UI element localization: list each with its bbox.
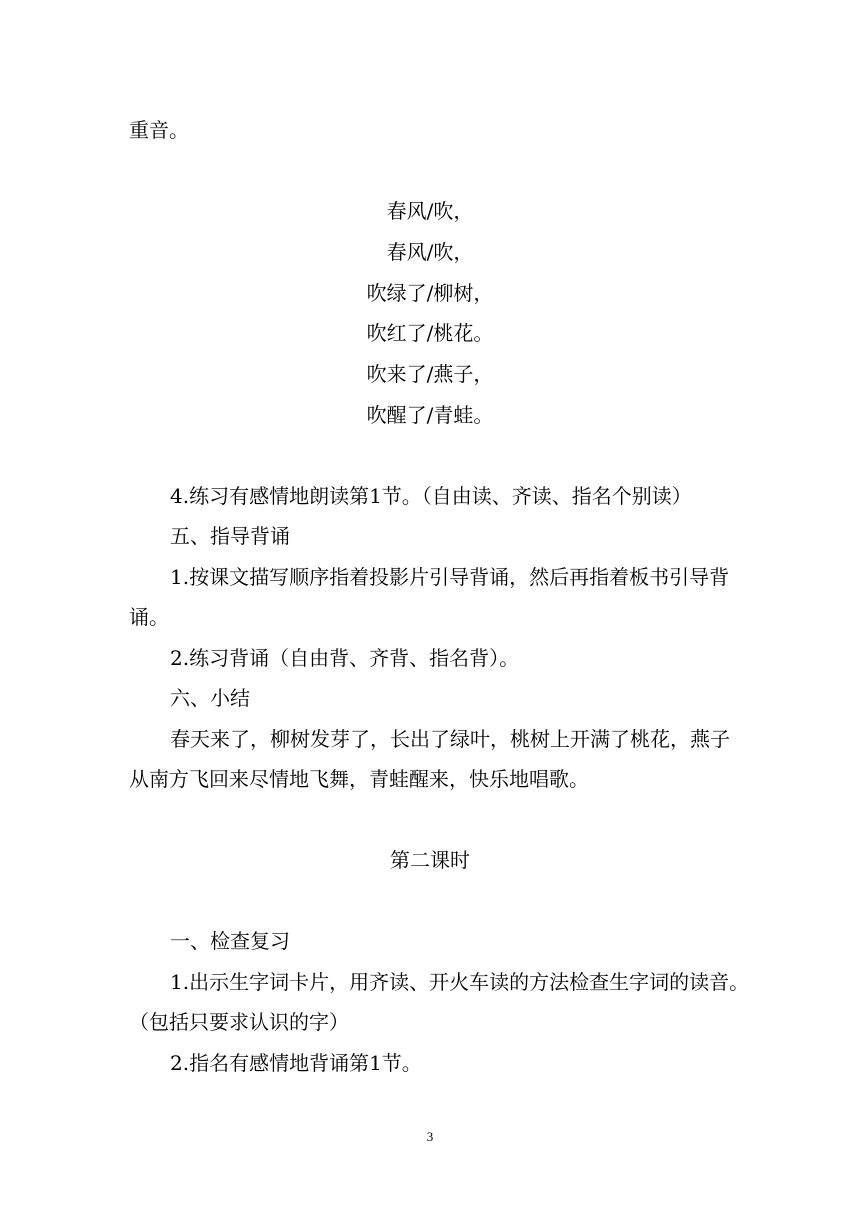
summary-paragraph-continuation: 从南方飞回来尽情地飞舞，青蛙醒来，快乐地唱歌。	[129, 767, 589, 791]
list-item: 1.按课文描写顺序指着投影片引导背诵，然后再指着板书引导背	[170, 565, 730, 589]
list-item-continuation: 诵。	[129, 605, 169, 629]
list-item: 2.指名有感情地背诵第1节。	[170, 1051, 422, 1075]
poem-line: 春风/吹，	[386, 240, 474, 264]
list-item: 2.练习背诵（自由背、齐背、指名背）。	[170, 646, 520, 670]
poem-line: 吹红了/桃花。	[366, 321, 494, 345]
paragraph-tail: 重音。	[129, 118, 189, 142]
section-heading: 六、小结	[170, 686, 250, 710]
section-heading: 五、指导背诵	[170, 524, 290, 548]
poem-line: 吹绿了/柳树，	[366, 281, 494, 305]
list-item: 1.出示生字词卡片，用齐读、开火车读的方法检查生字词的读音。	[170, 970, 750, 994]
summary-paragraph: 春天来了，柳树发芽了，长出了绿叶，桃树上开满了桃花，燕子	[170, 727, 730, 751]
poem-line: 吹来了/燕子，	[366, 362, 494, 386]
lesson-title: 第二课时	[390, 848, 470, 872]
section-heading: 一、检查复习	[170, 929, 290, 953]
poem-line: 吹醒了/青蛙。	[366, 403, 494, 427]
list-item-continuation: （包括只要求认识的字）	[129, 1010, 349, 1034]
page-number: 3	[426, 1129, 434, 1144]
poem-line: 春风/吹，	[386, 199, 474, 223]
step-4: 4.练习有感情地朗读第1节。（自由读、齐读、指名个别读）	[170, 484, 692, 508]
